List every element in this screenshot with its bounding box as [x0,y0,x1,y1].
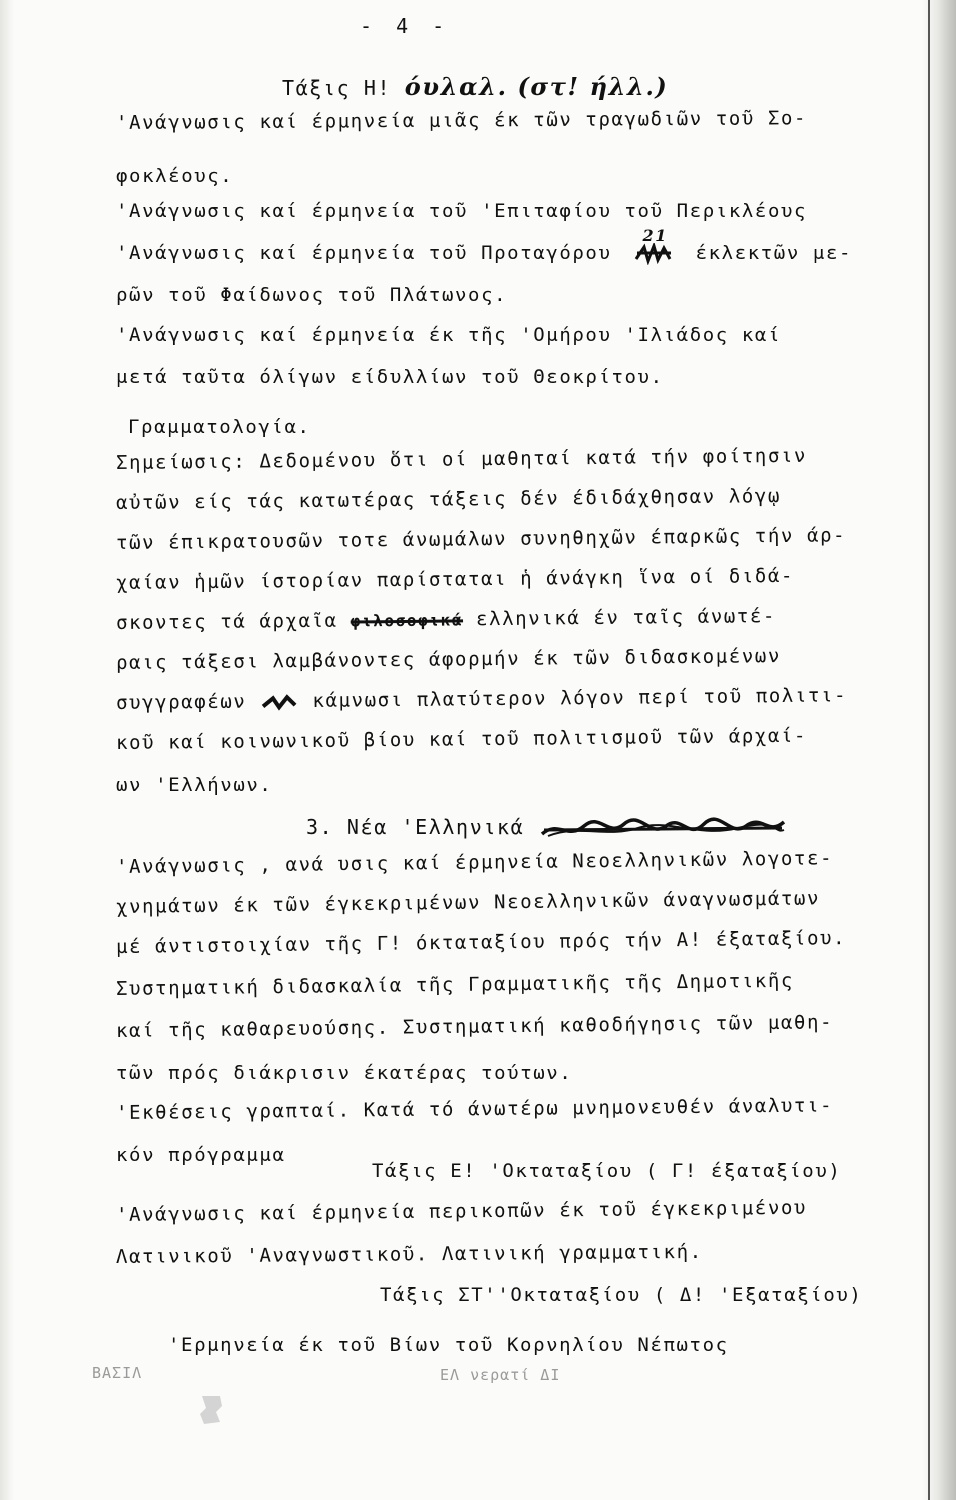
scribble-strike-icon [259,692,299,712]
text-line: 'Ανάγνωσις καί έρμηνεία έκ τῆς 'Ομήρου 'Ιλιάδος καί [116,324,781,346]
text-line: χαίαν ἡμῶν ίστορίαν παρίσταται ἡ άνάγκη ἵνα οί διδά- [115,564,795,594]
text-line: κόν πρόγραμμα [116,1144,286,1166]
text-line: 'Εκθέσεις γραπταί. Κατά τό άνωτέρω μνημονευθέν άναλυτι- [115,1094,834,1124]
text-line-part: ελληνικά έν ταῖς άνωτέ- [475,605,777,631]
bleed-through-text: ΕΛ νερατί ΔΙ [440,1366,561,1384]
text-line: Συστηματική διδασκαλία τῆς Γραμματικῆς τῆς Δημοτικῆς [115,969,795,1000]
text-line: τῶν πρός διάκρισιν έκατέρας τούτων. [116,1062,573,1084]
text-line-part: συγγραφέων [115,690,247,714]
text-line-part: σκοντες τά άρχαῖα [115,609,338,634]
ink-blot-icon [196,1392,226,1428]
page-number: - 4 - [360,14,451,38]
text-line-with-insertion [116,226,853,265]
text-line: 'Ανάγνωσις καί έρμηνεία μιᾶς έκ τῶν τραγωδιῶν τοῦ Σο- [115,107,808,134]
heading-class-st: Τάξις ΣΤ''Οκταταξίου ( Δ! 'Εξαταξίου) [380,1284,863,1306]
text-line: ραις τάξεσι λαμβάνοντες άφορμήν έκ τῶν διδασκομένων [115,645,782,674]
text-line: 'Ερμηνεία έκ τοῦ Βίων τοῦ Κορνηλίου Νέπωτος [168,1334,729,1356]
text-line: χνημάτων έκ τῶν έγκεκριμένων Νεοελληνικῶν άναγνωσμάτων [115,887,821,918]
scribble-strike-icon [538,816,788,842]
page-border-line [928,0,930,1500]
text-line: ων 'Ελλήνων. [116,774,273,796]
heading-class-eta-text: Τάξις Η! [282,76,405,100]
text-line: καί τῆς καθαρευούσης. Συστηματική καθοδήγησις τῶν μαθη- [115,1011,834,1042]
heading-class-eta [282,72,668,101]
text-line: ρῶν τοῦ Φαίδωνος τοῦ Πλάτωνος. [116,284,508,306]
text-line: τῶν έπικρατουσῶν τοτε άνωμάλων συνηθηχῶν έπαρκῶς τήν άρ- [115,524,847,554]
scan-left-edge [0,0,14,1500]
text-line: Σημείωσις: Δεδομένου ὅτι οί μαθηταί κατά τήν φοίτησιν [115,444,808,474]
text-line: μετά ταῦτα όλίγων είδυλλίων τοῦ Θεοκρίτου. [116,366,664,388]
text-line: Λατινικοῦ 'Αναγνωστικοῦ. Λατινική γραμματική. [115,1240,703,1268]
text-line: 'Ανάγνωσις καί έρμηνεία περικοπῶν έκ τοῦ έγκεκριμένου [115,1196,808,1226]
handwritten-correction [625,226,683,265]
heading-class-e: Τάξις Ε! 'Οκταταξίου ( Γ! έξαταξίου) [372,1160,842,1182]
text-line-part: κάμνωσι πλατύτερον λόγον περί τοῦ πολιτι- [312,684,848,712]
text-line: μέ άντιστοιχίαν τῆς Γ! όκταταξίου πρός τήν Α! έξαταξίου. [115,927,847,958]
struck-word: φιλοσοφικά [350,610,464,631]
bleed-through-text: ΒΑΣΙΛ [92,1364,143,1382]
text-line-with-strikeout [116,605,776,634]
text-line: κοῦ καί κοινωνικοῦ βίου καί τοῦ πολιτισμοῦ τῶν άρχαί- [115,724,808,754]
scribble-strike-icon [634,243,674,265]
text-line: αὐτῶν είς τάς κατωτέρας τάξεις δέν έδιδάχθησαν λόγῳ [115,485,782,514]
text-line: 'Ανάγνωσις καί έρμηνεία τοῦ 'Επιταφίου τοῦ Περικλέους [116,200,808,222]
heading-modern-greek [306,815,788,842]
text-line-with-insertion [116,684,847,714]
text-line: 'Ανάγνωσις , ανά υσις καί έρμηνεία Νεοελληνικῶν λογοτε- [115,847,834,878]
text-line-part: 'Ανάγνωσις καί έρμηνεία τοῦ Προταγόρου [116,242,612,264]
heading-class-eta-handwritten: όυλαλ. (στ! ήλλ.) [404,72,669,101]
text-line: φοκλέους. [116,165,234,187]
text-line-part: έκλεκτῶν με- [695,242,853,264]
heading-modern-greek-text: 3. Νέα 'Ελληνικά [306,815,525,839]
handwritten-insertion-mark: 21 [642,226,668,245]
text-line: Γραμματολογία. [128,416,311,438]
